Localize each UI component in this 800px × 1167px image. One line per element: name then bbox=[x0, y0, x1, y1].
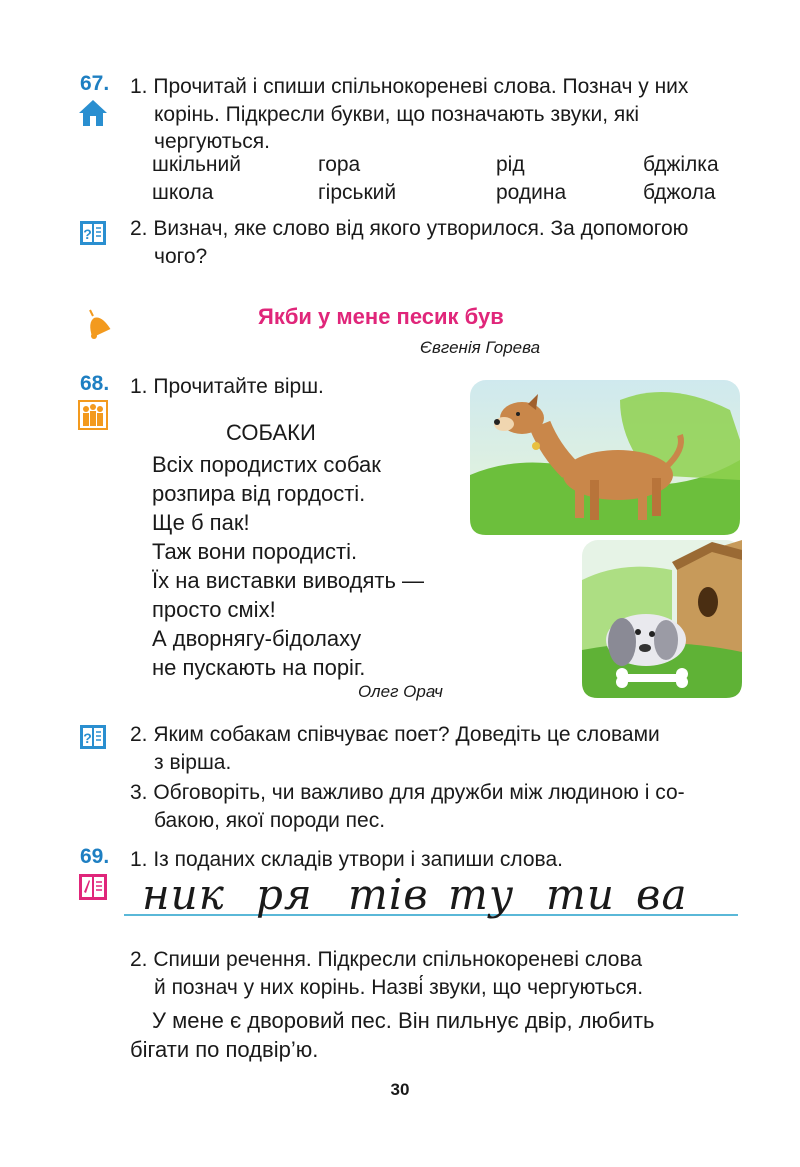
poem-line: розпира від гордості. bbox=[152, 481, 366, 506]
syllable: тів bbox=[348, 870, 429, 919]
poem-line: Всіх породистих собак bbox=[152, 452, 381, 477]
word: гора bbox=[318, 153, 361, 176]
poem-line: Таж вони породисті. bbox=[152, 539, 358, 564]
syllable: ва bbox=[636, 870, 688, 919]
home-icon bbox=[78, 98, 108, 128]
question-book-icon bbox=[78, 218, 108, 248]
task-text: й познач у них корінь. Назві́ звуки, що чергуються. bbox=[154, 976, 644, 999]
word: рід bbox=[496, 153, 525, 176]
poem-line: Їх на виставки виводять — bbox=[152, 568, 425, 593]
task-text: 2. Яким собакам співчуває поет? Доведіть це словами bbox=[130, 723, 660, 746]
task-text: чого? bbox=[154, 245, 208, 268]
svg-text:?: ? bbox=[83, 226, 92, 242]
poem-line: просто сміх! bbox=[152, 597, 276, 622]
task-text: з вірша. bbox=[154, 751, 232, 774]
people-icon bbox=[78, 400, 108, 430]
kennel-dog-illustration bbox=[582, 540, 742, 698]
word: родина bbox=[496, 181, 567, 204]
poem-line: Ще б пак! bbox=[152, 510, 250, 535]
task-text: корінь. Підкресли букви, що позначають звуки, які bbox=[154, 103, 640, 126]
word: бджола bbox=[643, 181, 716, 204]
exercise-number: 69. bbox=[80, 845, 110, 868]
exercise-number: 67. bbox=[80, 72, 110, 95]
exercise-text: бігати по подвір’ю. bbox=[130, 1037, 319, 1062]
syllable: ту bbox=[448, 870, 515, 919]
word: бджілка bbox=[643, 153, 719, 176]
poem-line: А дворнягу-бідолаху bbox=[152, 626, 362, 651]
reading-title: Якби у мене песик був bbox=[258, 304, 504, 329]
question-book-icon bbox=[78, 722, 108, 752]
syllable: ти bbox=[546, 870, 615, 919]
pen-book-icon bbox=[78, 872, 108, 902]
task-text: 2. Визнач, яке слово від якого утворилося. За допомогою bbox=[130, 217, 689, 240]
exercise-number: 68. bbox=[80, 372, 110, 395]
poem-line: не пускають на поріг. bbox=[152, 655, 366, 680]
poem-title: СОБАКИ bbox=[226, 420, 316, 445]
page-number: 30 bbox=[390, 1080, 410, 1099]
bell-icon bbox=[80, 308, 114, 342]
task-text: 1. Прочитай і спиши спільнокореневі слова. Познач у них bbox=[130, 75, 689, 98]
dog-illustration bbox=[470, 380, 740, 535]
word: шкільний bbox=[152, 153, 241, 176]
task-text: чергуються. bbox=[154, 130, 271, 153]
word: гірський bbox=[318, 181, 397, 204]
svg-text:?: ? bbox=[83, 730, 92, 746]
word: школа bbox=[152, 181, 214, 204]
reading-author: Євгенія Горева bbox=[420, 338, 541, 357]
poem-author: Олег Орач bbox=[358, 682, 443, 701]
syllable: ник bbox=[142, 870, 225, 919]
task-text: 2. Спиши речення. Підкресли спільнокореневі слова bbox=[130, 948, 643, 971]
task-text: 1. Із поданих складів утвори і запиши слова. bbox=[130, 848, 563, 871]
task-text: 3. Обговоріть, чи важливо для дружби між людиною і со- bbox=[130, 781, 685, 804]
syllable: ря bbox=[256, 870, 313, 919]
task-text: бакою, якої породи пес. bbox=[154, 809, 386, 832]
task-text: 1. Прочитайте вірш. bbox=[130, 375, 324, 398]
exercise-text: У мене є дворовий пес. Він пильнує двір, любить bbox=[152, 1008, 655, 1033]
